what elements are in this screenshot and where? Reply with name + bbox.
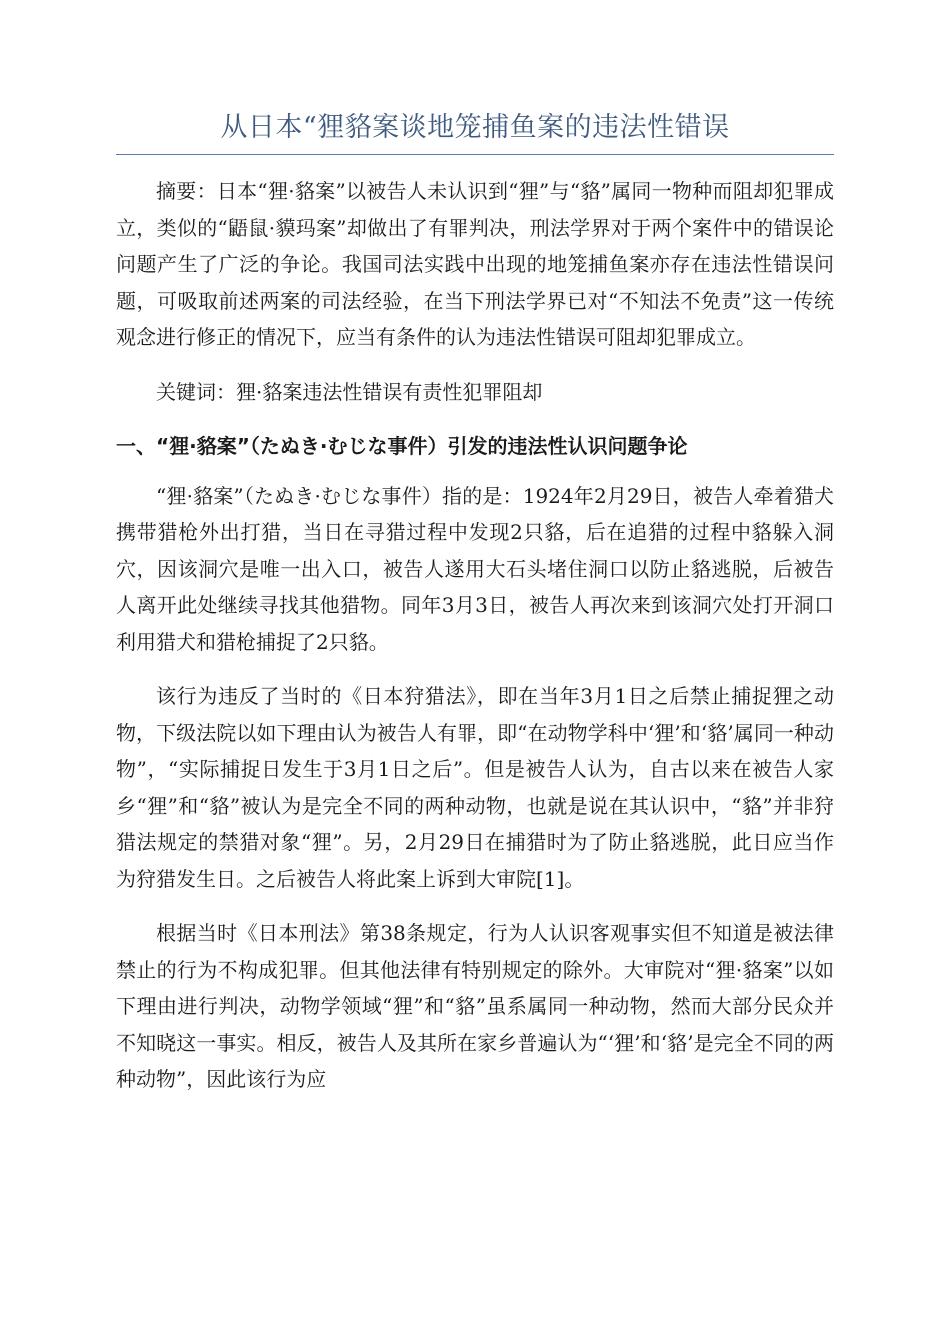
- keywords-line: 关键词：狸·貉案违法性错误有责性犯罪阻却: [156, 379, 543, 404]
- title-underline: [116, 154, 834, 155]
- body-paragraph-2: 该行为违反了当时的《日本狩猎法》，即在当年3月1日之后禁止捕捉狸之动物，下级法院以如下理由认为被告人有罪，即“在动物学科中‘狸’和‘貉’属同一种动物”，“实际捕捉日发生于3月1日之后”。但是被告人认为，自古以来在被告人家乡“狸”和“貉”被认为是完全不同的两种动物，也就是说在其认识中，“貉”并非狩猎法规定的禁猎对象“狸”。另，2月29日在捕猎时为了防止貉逃脱，此日应当作为狩猎发生日。之后被告人将此案上诉到大审院[1]。: [116, 684, 834, 891]
- body-paragraph-3: 根据当时《日本刑法》第38条规定，行为人认识客观事实但不知道是被法律禁止的行为不构成犯罪。但其他法律有特别规定的除外。大审院对“狸·貉案”以如下理由进行判决，动物学领域“狸”和“貉”虽系属同一种动物，然而大部分民众并不知晓这一事实。相反，被告人及其所在家乡普遍认为“‘狸’和‘貉’是完全不同的两种动物”，因此该行为应: [116, 921, 834, 1091]
- body-paragraph-1: “狸·貉案”（たぬき·むじな事件）指的是：1924年2月29日，被告人牵着猎犬携带猎枪外出打猎，当日在寻猎过程中发现2只貉，后在追猎的过程中貉躲入洞穴，因该洞穴是唯一出入口，被告人遂用大石头堵住洞口以防止貉逃脱，后被告人离开此处继续寻找其他猎物。同年3月3日，被告人再次来到该洞穴处打开洞口利用猎犬和猎枪捕捉了2只貉。: [116, 483, 834, 654]
- document-page: [116, 108, 834, 1116]
- section-heading: 一、“狸·貉案”（たぬき·むじな事件）引发的违法性认识问题争论: [116, 433, 688, 458]
- document-title: 从日本“狸貉案谈地笼捕鱼案的违法性错误: [220, 112, 730, 143]
- abstract-paragraph: 摘要：日本“狸·貉案”以被告人未认识到“狸”与“貉”属同一物种而阻却犯罪成立，类似的“鼯鼠·貘玛案”却做出了有罪判决，刑法学界对于两个案件中的错误论问题产生了广泛的争论。我国司法实践中出现的地笼捕鱼案亦存在违法性错误问题，可吸取前述两案的司法经验，在当下刑法学界已对“不知法不免责”这一传统观念进行修正的情况下，应当有条件的认为违法性错误可阻却犯罪成立。: [116, 179, 834, 349]
